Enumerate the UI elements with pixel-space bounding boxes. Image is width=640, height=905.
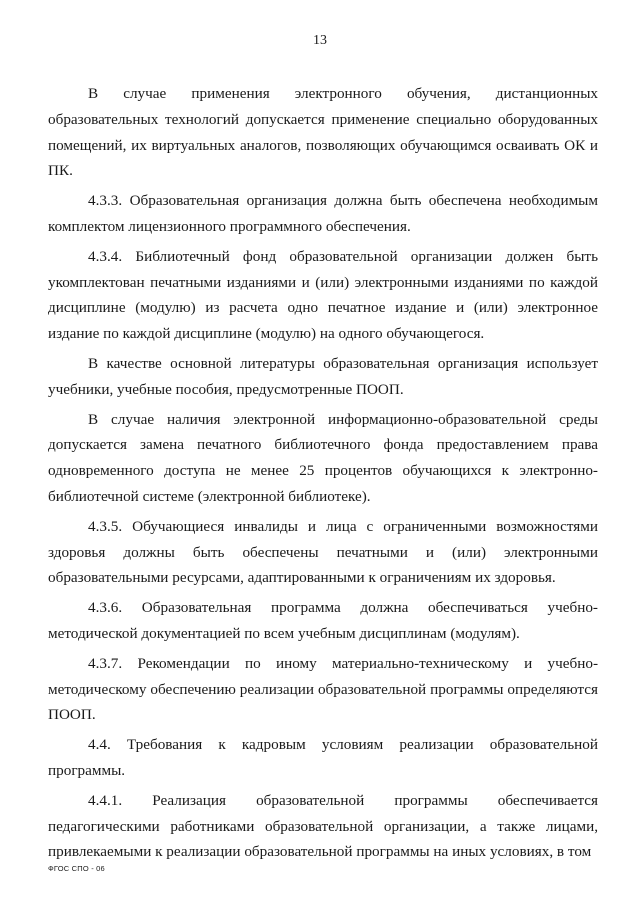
paragraph-4-4: 4.4. Требования к кадровым условиям реализации образовательной программы. bbox=[48, 736, 598, 779]
paragraph-main-literature: В качестве основной литературы образовательная организация использует учебники, учебные пособия, предусмотренные ПООП. bbox=[48, 354, 598, 398]
page-number: 13 bbox=[313, 33, 327, 48]
paragraph-4-3-7: 4.3.7. Рекомендации по иному материально-техническому и учебно-методическому обеспечению реализации образовательной программы определяются ПООП. bbox=[48, 654, 598, 724]
paragraph-4-3-4: 4.3.4. Библиотечный фонд образовательной организации должен быть укомплектован печатными изданиями и (или) электронными изданиями по каждой дисциплине (модулю) из расчета одно печатное издание и (или) электронное издание по каждой дисциплине (модулю) на одного обучающегося. bbox=[48, 247, 598, 343]
paragraph-electronic-environment: В случае наличия электронной информационно-образовательной среды допускается замена печатного библиотечного фонда предоставлением права одновременного доступа не менее 25 процентов обучающихся к электронно-библиотечной системе (электронной библиотеке). bbox=[48, 410, 598, 505]
footer-label: ФГОС СПО - 06 bbox=[48, 864, 105, 873]
paragraph-4-3-6: 4.3.6. Образовательная программа должна обеспечиваться учебно-методической документацией по всем учебным дисциплинам (модулям). bbox=[48, 599, 598, 642]
document-body bbox=[48, 81, 598, 869]
paragraph-4-3-3: 4.3.3. Образовательная организация должна быть обеспечена необходимым комплектом лицензионного программного обеспечения. bbox=[48, 192, 598, 235]
paragraph-4-4-1: 4.4.1. Реализация образовательной программы обеспечивается педагогическими работниками образовательной организации, а также лицами, привлекаемыми к реализации образовательной программы на иных условиях, в том bbox=[48, 791, 598, 861]
paragraph-distance-learning: В случае применения электронного обучения, дистанционных образовательных технологий допускается применение специально оборудованных помещений, их виртуальных аналогов, позволяющих обучающимся осваивать ОК и ПК. bbox=[48, 85, 598, 180]
paragraph-4-3-5: 4.3.5. Обучающиеся инвалиды и лица с ограниченными возможностями здоровья должны быть обеспечены печатными и (или) электронными образовательными ресурсами, адаптированными к ограничениям их здоровья. bbox=[48, 517, 598, 587]
